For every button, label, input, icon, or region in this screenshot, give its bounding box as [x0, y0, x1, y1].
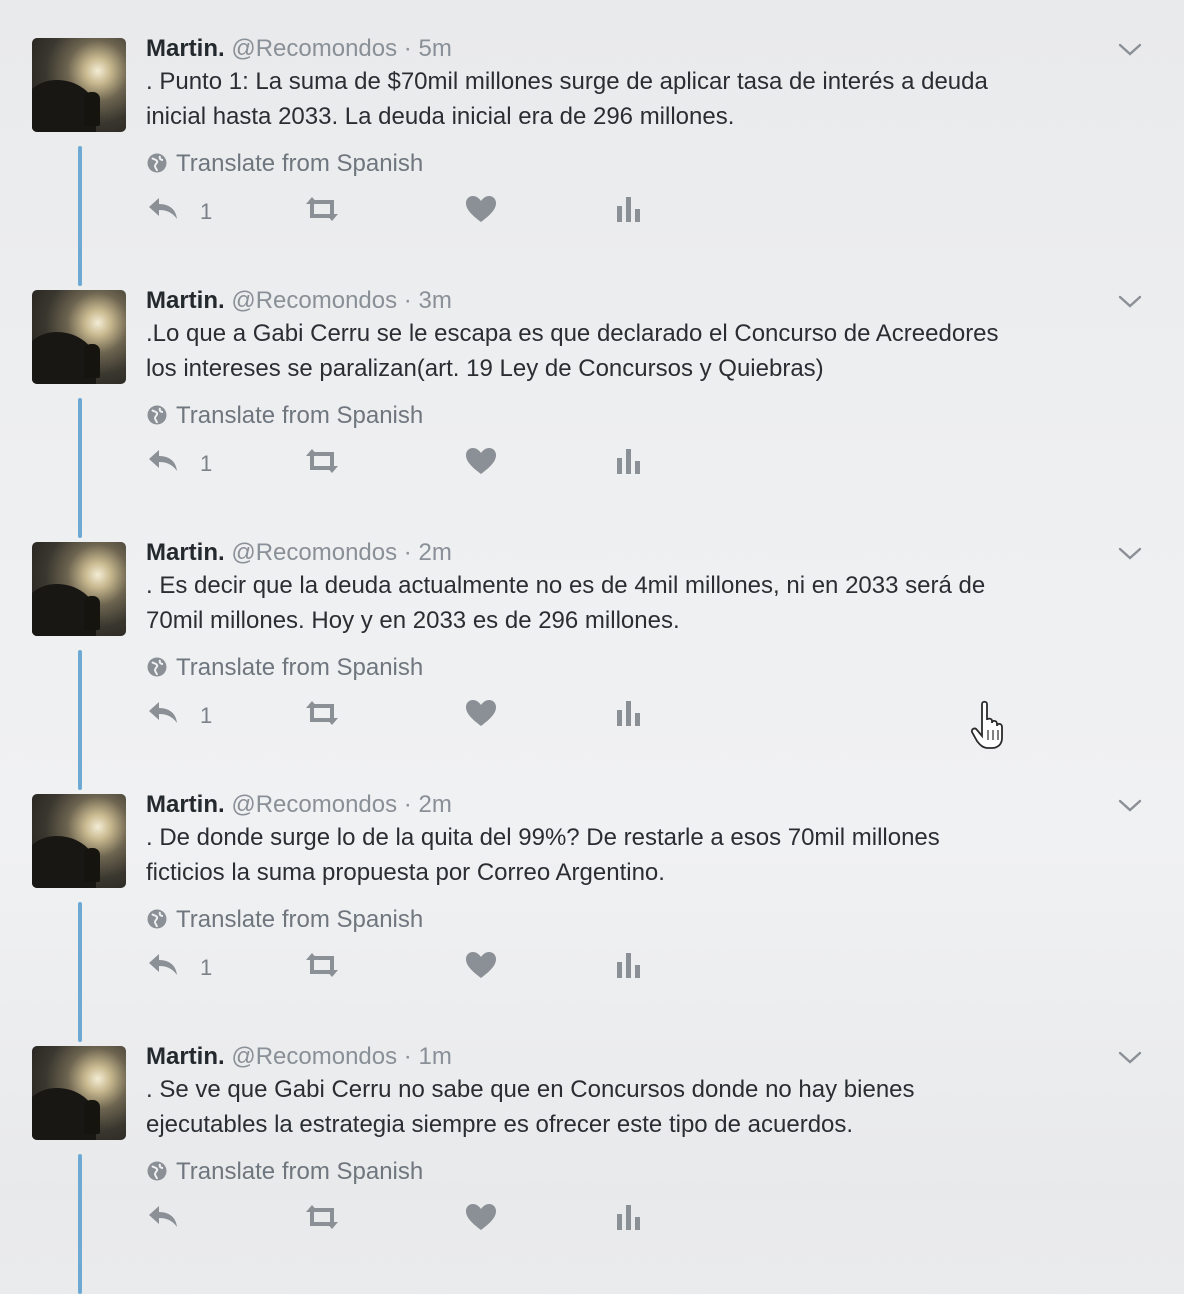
globe-icon	[146, 654, 176, 681]
author-handle[interactable]: @Recomondos	[231, 1043, 398, 1070]
author-handle[interactable]: @Recomondos	[231, 791, 398, 818]
translate-label: Translate from Spanish	[176, 402, 424, 429]
heart-icon[interactable]	[464, 698, 498, 738]
avatar[interactable]	[32, 794, 126, 888]
tweet-text	[146, 820, 1146, 890]
tweet-text	[146, 316, 1146, 386]
tweet-actions	[146, 1202, 666, 1242]
translate-link[interactable]	[146, 1157, 423, 1187]
chevron-down-icon[interactable]	[1116, 1048, 1144, 1068]
separator-dot: ·	[403, 1043, 412, 1070]
tweet-text	[146, 568, 1146, 638]
author-name[interactable]: Martin.	[146, 287, 225, 314]
reply-icon[interactable]	[146, 194, 180, 234]
author-name[interactable]: Martin.	[146, 791, 225, 818]
tweet-text-line: . De donde surge lo de la quita del 99%? De restarle a esos 70mil millones	[146, 824, 940, 851]
reply-icon[interactable]	[146, 1202, 180, 1242]
avatar[interactable]	[32, 542, 126, 636]
thread-connector-line	[78, 1154, 82, 1294]
tweet-text-line: . Se ve que Gabi Cerru no sabe que en Concursos donde no hay bienes	[146, 1076, 915, 1103]
reply-count: 1	[200, 199, 213, 224]
tweet-actions	[146, 446, 666, 486]
globe-icon	[146, 402, 176, 429]
avatar[interactable]	[32, 38, 126, 132]
author-name[interactable]: Martin.	[146, 35, 225, 62]
tweet-text-line: 70mil millones. Hoy y en 2033 es de 296 millones.	[146, 607, 680, 634]
tweet-text-line: .Lo que a Gabi Cerru se le escapa es que declarado el Concurso de Acreedores	[146, 320, 999, 347]
tweet[interactable]	[0, 538, 1184, 790]
thread-connector-line	[78, 902, 82, 1042]
translate-link[interactable]	[146, 149, 423, 179]
tweet[interactable]	[0, 286, 1184, 538]
globe-icon	[146, 1158, 176, 1185]
reply-icon[interactable]	[146, 698, 180, 738]
translate-link[interactable]	[146, 905, 423, 935]
thread-connector-line	[78, 650, 82, 790]
separator-dot: ·	[403, 287, 412, 314]
tweet-text-line: inicial hasta 2033. La deuda inicial era de 296 millones.	[146, 103, 735, 130]
heart-icon[interactable]	[464, 1202, 498, 1242]
tweet-header	[146, 538, 452, 568]
author-handle[interactable]: @Recomondos	[231, 287, 398, 314]
tweet-text-line: . Es decir que la deuda actualmente no es de 4mil millones, ni en 2033 será de	[146, 572, 986, 599]
tweet-actions	[146, 194, 666, 234]
tweet-text-line: ejecutables la estrategia siempre es ofrecer este tipo de acuerdos.	[146, 1111, 854, 1138]
separator-dot: ·	[403, 791, 412, 818]
avatar[interactable]	[32, 290, 126, 384]
tweet-header	[146, 790, 452, 820]
reply-count: 1	[200, 703, 213, 728]
tweet-text	[146, 1072, 1146, 1142]
timestamp[interactable]: 5m	[418, 35, 452, 62]
bar-chart-icon[interactable]	[616, 698, 642, 738]
reply-icon[interactable]	[146, 950, 180, 990]
tweet-header	[146, 34, 452, 64]
retweet-icon[interactable]	[302, 446, 342, 486]
tweet[interactable]	[0, 34, 1184, 286]
timestamp[interactable]: 2m	[418, 791, 452, 818]
author-name[interactable]: Martin.	[146, 1043, 225, 1070]
translate-label: Translate from Spanish	[176, 1158, 424, 1185]
reply-count: 1	[200, 955, 213, 980]
translate-link[interactable]	[146, 653, 423, 683]
separator-dot: ·	[403, 539, 412, 566]
bar-chart-icon[interactable]	[616, 1202, 642, 1242]
translate-label: Translate from Spanish	[176, 150, 424, 177]
tweet[interactable]	[0, 1042, 1184, 1294]
bar-chart-icon[interactable]	[616, 950, 642, 990]
tweet-text-line: . Punto 1: La suma de $70mil millones surge de aplicar tasa de interés a deuda	[146, 68, 988, 95]
thread-connector-line	[78, 398, 82, 538]
author-handle[interactable]: @Recomondos	[231, 539, 398, 566]
tweet-header	[146, 286, 452, 316]
translate-link[interactable]	[146, 401, 423, 431]
retweet-icon[interactable]	[302, 1202, 342, 1242]
tweet-text	[146, 64, 1146, 134]
tweet-actions	[146, 950, 666, 990]
translate-label: Translate from Spanish	[176, 906, 424, 933]
globe-icon	[146, 906, 176, 933]
timestamp[interactable]: 1m	[418, 1043, 452, 1070]
timestamp[interactable]: 3m	[418, 287, 452, 314]
retweet-icon[interactable]	[302, 194, 342, 234]
tweet-text-line: los intereses se paralizan(art. 19 Ley de Concursos y Quiebras)	[146, 355, 824, 382]
reply-count: 1	[200, 451, 213, 476]
thread-connector-line	[78, 146, 82, 286]
chevron-down-icon[interactable]	[1116, 40, 1144, 60]
reply-icon[interactable]	[146, 446, 180, 486]
bar-chart-icon[interactable]	[616, 446, 642, 486]
chevron-down-icon[interactable]	[1116, 292, 1144, 312]
bar-chart-icon[interactable]	[616, 194, 642, 234]
chevron-down-icon[interactable]	[1116, 544, 1144, 564]
separator-dot: ·	[403, 35, 412, 62]
author-handle[interactable]: @Recomondos	[231, 35, 398, 62]
tweet-text-line: ficticios la suma propuesta por Correo Argentino.	[146, 859, 665, 886]
tweet-header	[146, 1042, 452, 1072]
heart-icon[interactable]	[464, 950, 498, 990]
tweet-actions	[146, 698, 666, 738]
tweet[interactable]	[0, 790, 1184, 1042]
author-name[interactable]: Martin.	[146, 539, 225, 566]
globe-icon	[146, 150, 176, 177]
hand-pointer-icon	[968, 700, 1008, 750]
retweet-icon[interactable]	[302, 950, 342, 990]
timestamp[interactable]: 2m	[418, 539, 452, 566]
chevron-down-icon[interactable]	[1116, 796, 1144, 816]
heart-icon[interactable]	[464, 446, 498, 486]
heart-icon[interactable]	[464, 194, 498, 234]
translate-label: Translate from Spanish	[176, 654, 424, 681]
retweet-icon[interactable]	[302, 698, 342, 738]
avatar[interactable]	[32, 1046, 126, 1140]
